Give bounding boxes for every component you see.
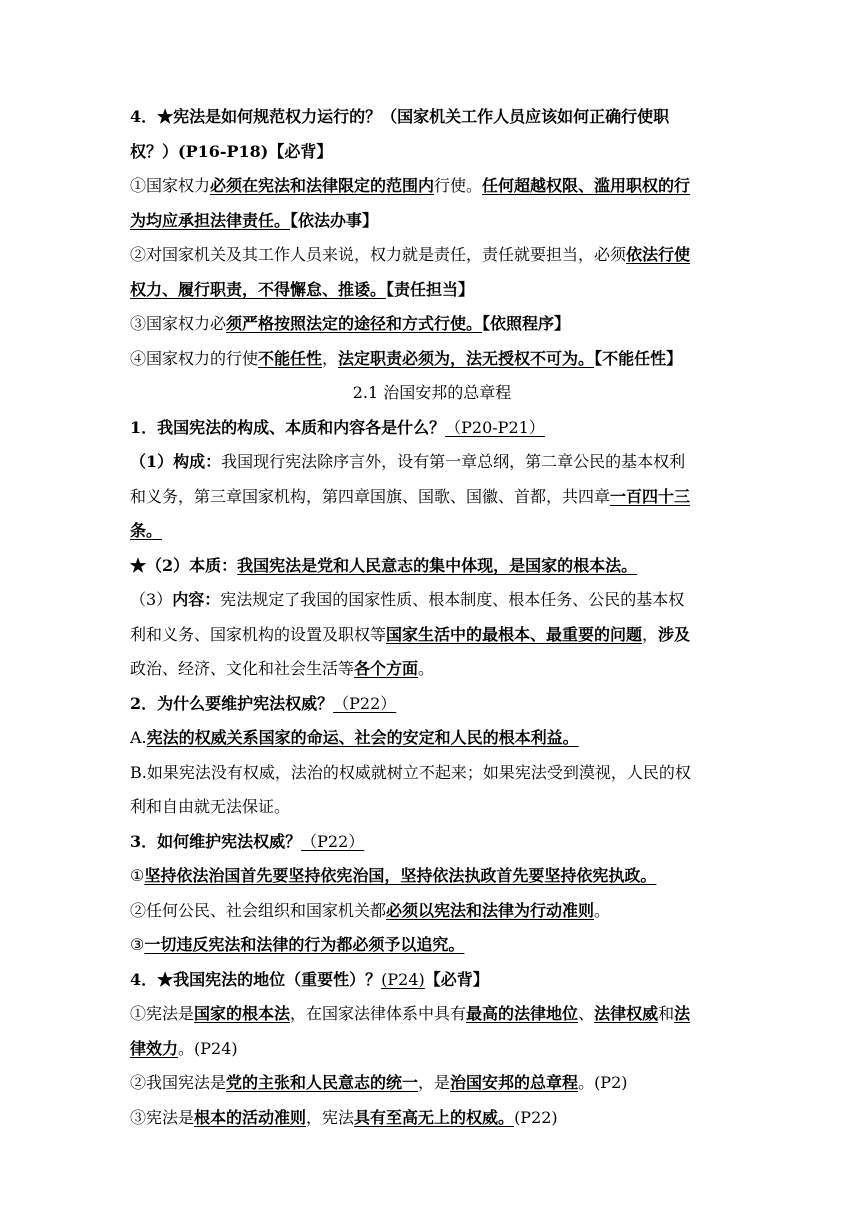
underlined-key-point: 具有至高无上的权威。 — [354, 1107, 515, 1127]
bold-text: 【责任担当】 — [386, 279, 475, 299]
text-run: ②我国宪法是 — [130, 1073, 227, 1092]
bold-text: 4．★宪法是如何规范权力运行的？（国家机关工作人员应该如何正确行使职 — [130, 107, 670, 126]
text-run: 和义务，第三章国家机构，第四章国旗、国歌、国徽、首都，共四章 — [130, 486, 611, 506]
underlined-key-point: 我国宪法是党和人民意志的集中体现，是国家的根本法。 — [237, 555, 638, 575]
underlined-key-point: 国家生活中的最根本、最重要的问题 — [386, 624, 643, 644]
text-line — [130, 618, 734, 653]
text-line — [130, 825, 734, 860]
bold-text: （1）构成： — [130, 452, 222, 471]
underlined-key-point: 坚持依法治国首先要坚持依宪治国，坚持依法执政首先要坚持依宪执政。 — [144, 866, 657, 885]
text-run: ，是 — [418, 1073, 451, 1092]
text-run: 我国现行宪法除序言外，设有第一章总纲，第二章公民的基本权利 — [221, 452, 686, 471]
text-line — [130, 859, 734, 894]
text-run: 行使。 — [434, 176, 483, 195]
text-line — [130, 514, 734, 549]
text-line — [130, 997, 734, 1032]
underlined-key-point: （P20-P21） — [445, 417, 545, 437]
text-run: 、 — [578, 1004, 595, 1023]
text-run: ④国家权力的行使 — [130, 348, 259, 368]
underlined-key-point: 各个方面 — [354, 659, 419, 678]
underlined-key-point: 必须以宪法和法律为行动准则 — [386, 900, 595, 920]
underlined-key-point: 党的主张和人民意志的统一 — [226, 1073, 419, 1092]
underlined-key-point: 一切违反宪法和法律的行为都必须予以追究。 — [144, 935, 465, 954]
text-run: 。(P2) — [578, 1073, 628, 1092]
underlined-key-point: 最高的法律地位 — [466, 1004, 579, 1023]
text-run: ， — [322, 348, 339, 368]
underlined-key-point: 任何超越权限、滥用职权的行 — [482, 176, 691, 195]
text-line — [130, 204, 734, 239]
bold-text: 内容： — [172, 590, 221, 609]
underlined-key-point: 法律权威 — [594, 1004, 659, 1023]
text-run: （3） — [130, 590, 173, 609]
text-line — [130, 342, 734, 377]
text-line — [130, 480, 734, 515]
underlined-key-point: 条。 — [130, 521, 163, 540]
text-run: 。(P24) — [178, 1038, 238, 1058]
text-line — [130, 1066, 734, 1101]
underlined-key-point: （P22） — [301, 831, 365, 851]
underlined-key-point: 不能任性 — [258, 348, 323, 368]
text-run: ③国家权力必 — [130, 314, 227, 333]
text-run: 政治、经济、文化和社会生活等 — [130, 659, 355, 678]
bold-text: 【依法办事】 — [290, 210, 379, 230]
bold-text: 权？）(P16-P18)【必背】 — [130, 141, 333, 161]
text-run: 。 — [594, 900, 611, 920]
text-line — [130, 583, 734, 618]
text-line — [130, 687, 734, 722]
text-run: ， — [642, 624, 659, 644]
underlined-key-point: 律效力 — [130, 1038, 179, 1058]
bold-text: 涉及 — [658, 624, 691, 644]
underlined-key-point: 宪法的权威关系国家的命运、社会的安定和人民的根本利益。 — [146, 728, 579, 747]
text-run: ，在国家法律体系中具有 — [290, 1004, 467, 1023]
text-run: 和 — [658, 1004, 675, 1023]
text-line — [130, 135, 734, 170]
text-run: 。 — [418, 659, 435, 678]
underlined-key-point: 法 — [674, 1004, 691, 1023]
text-run: 宪法规定了我国的国家性质、根本制度、根本任务、公民的基本权 — [220, 590, 685, 609]
section-heading: 2.1 治国安邦的总章程 — [352, 383, 512, 402]
text-line — [130, 445, 734, 480]
underlined-key-point: 为均应承担法律责任。 — [130, 210, 291, 230]
bold-text: 1．我国宪法的构成、本质和内容各是什么？ — [130, 417, 446, 437]
bold-text: 【不能任性】 — [594, 348, 683, 368]
text-line — [130, 721, 734, 756]
text-line — [130, 100, 734, 135]
bold-text: ★（2）本质： — [130, 555, 238, 575]
bold-text: 4．★我国宪法的地位（重要性）？ — [130, 969, 382, 989]
underlined-key-point: 根本的活动准则 — [194, 1107, 307, 1127]
text-run: 利和义务、国家机构的设置及职权等 — [130, 624, 387, 644]
text-run: ①国家权力 — [130, 176, 211, 195]
text-run: ②任何公民、社会组织和国家机关都 — [130, 900, 387, 920]
underlined-key-point: 国家的根本法 — [194, 1004, 291, 1023]
bold-text: 【必背】 — [424, 969, 489, 989]
text-line — [130, 928, 734, 963]
bold-text: 2．为什么要维护宪法权威？ — [130, 693, 334, 713]
text-line — [130, 756, 734, 791]
text-line — [130, 790, 734, 825]
text-line — [130, 549, 734, 584]
text-line — [130, 652, 734, 687]
bold-text: 【依照程序】 — [482, 314, 571, 333]
underlined-key-point: (P24) — [381, 969, 425, 989]
text-run: B.如果宪法没有权威，法治的权威就树立不起来；如果宪法受到漠视，人民的权 — [130, 762, 691, 782]
text-line — [130, 1101, 734, 1136]
text-line — [130, 238, 734, 273]
text-run: 利和自由就无法保证。 — [130, 797, 291, 816]
underlined-key-point: 治国安邦的总章程 — [450, 1073, 579, 1092]
text-run: ①宪法是 — [130, 1004, 195, 1023]
text-run: ① — [130, 866, 145, 885]
underlined-key-point: 一百四十三 — [610, 486, 691, 506]
document-body — [130, 100, 734, 1135]
underlined-key-point: 须严格按照法定的途径和方式行使。 — [226, 314, 483, 333]
underlined-key-point: 法定职责必须为，法无授权不可为。 — [338, 348, 595, 368]
underlined-key-point: （P22） — [333, 693, 397, 713]
text-line — [130, 169, 734, 204]
text-run: A. — [130, 728, 147, 747]
text-run: ③ — [130, 935, 145, 954]
underlined-key-point: 依法行使 — [626, 245, 691, 264]
text-line — [130, 411, 734, 446]
text-line — [130, 894, 734, 929]
text-line — [130, 963, 734, 998]
underlined-key-point: 权力、履行职责，不得懈怠、推诿。 — [130, 279, 387, 299]
text-run: ②对国家机关及其工作人员来说，权力就是责任，责任就要担当，必须 — [130, 245, 627, 264]
text-run: ，宪法 — [306, 1107, 355, 1127]
text-line — [130, 1032, 734, 1067]
text-line — [130, 307, 734, 342]
text-line — [130, 273, 734, 308]
text-run: (P22) — [514, 1107, 558, 1127]
underlined-key-point: 必须在宪法和法律限定的范围内 — [210, 176, 435, 195]
text-run: ③宪法是 — [130, 1107, 195, 1127]
bold-text: 3．如何维护宪法权威？ — [130, 831, 302, 851]
